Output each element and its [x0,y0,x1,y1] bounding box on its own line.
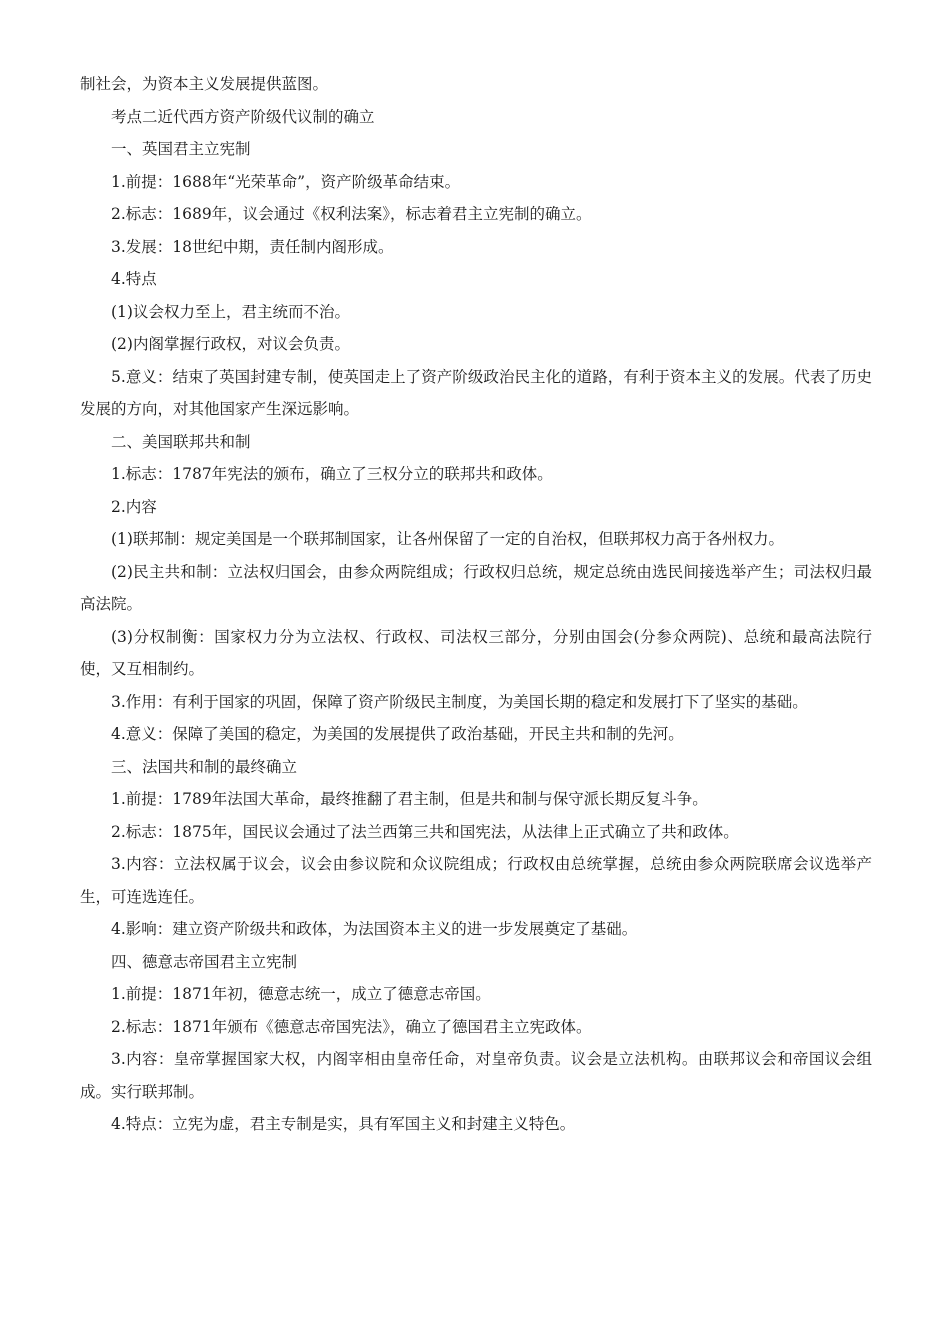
document-body [80,68,872,1141]
list-item: 2.标志：1689年，议会通过《权利法案》，标志着君主立宪制的确立。 [111,205,592,223]
list-item: 1.标志：1787年宪法的颁布，确立了三权分立的联邦共和政体。 [111,465,553,483]
list-item: 4.意义：保障了美国的稳定，为美国的发展提供了政治基础，开民主共和制的先河。 [111,725,684,743]
paragraph-continuation: 制社会，为资本主义发展提供蓝图。 [80,75,329,93]
section-heading: 考点二近代西方资产阶级代议制的确立 [111,107,375,126]
sub-list-item: (2)民主共和制：立法权归国会，由参众两院组成；行政权归总统，规定总统由选民间接选举产生；司法权归最高法院。 [80,562,872,613]
list-item: 2.标志：1871年颁布《德意志帝国宪法》，确立了德国君主立宪政体。 [111,1017,592,1036]
list-item: 1.前提：1688年“光荣革命”，资产阶级革命结束。 [111,172,461,191]
subsection-heading: 一、英国君主立宪制 [111,140,251,158]
list-item: 4.影响：建立资产阶级共和政体，为法国资本主义的进一步发展奠定了基础。 [111,920,638,938]
list-item: 2.标志：1875年，国民议会通过了法兰西第三共和国宪法，从法律上正式确立了共和政体。 [111,822,739,841]
sub-list-item: (1)议会权力至上，君主统而不治。 [111,302,350,321]
list-item: 3.内容：立法权属于议会，议会由参议院和众议院组成；行政权由总统掌握，总统由参众两院联席会议选举产生，可连选连任。 [80,855,872,906]
sub-list-item: (1)联邦制：规定美国是一个联邦制国家，让各州保留了一定的自治权，但联邦权力高于各州权力。 [111,530,784,548]
subsection-heading: 四、德意志帝国君主立宪制 [111,952,298,971]
list-item: 3.作用：有利于国家的巩固，保障了资产阶级民主制度，为美国长期的稳定和发展打下了坚实的基础。 [111,692,808,711]
list-item: 4.特点：立宪为虚，君主专制是实，具有军国主义和封建主义特色。 [111,1115,576,1133]
list-item: 1.前提：1789年法国大革命，最终推翻了君主制，但是共和制与保守派长期反复斗争。 [111,790,708,808]
sub-list-item: (3)分权制衡：国家权力分为立法权、行政权、司法权三部分，分别由国会(分参众两院)、总统和最高法院行使，又互相制约。 [80,627,872,678]
list-item: 2.内容 [111,497,157,516]
list-item: 3.内容：皇帝掌握国家大权，内阁宰相由皇帝任命，对皇帝负责。议会是立法机构。由联邦议会和帝国议会组成。实行联邦制。 [80,1050,872,1101]
list-item: 3.发展：18世纪中期，责任制内阁形成。 [111,237,394,256]
subsection-heading: 二、美国联邦共和制 [111,432,251,451]
list-item: 1.前提：1871年初，德意志统一，成立了德意志帝国。 [111,985,491,1003]
subsection-heading: 三、法国共和制的最终确立 [111,757,298,776]
sub-list-item: (2)内阁掌握行政权，对议会负责。 [111,335,350,353]
list-item: 5.意义：结束了英国封建专制，使英国走上了资产阶级政治民主化的道路，有利于资本主义的发展。代表了历史发展的方向，对其他国家产生深远影响。 [80,367,872,418]
list-item: 4.特点 [111,270,157,288]
